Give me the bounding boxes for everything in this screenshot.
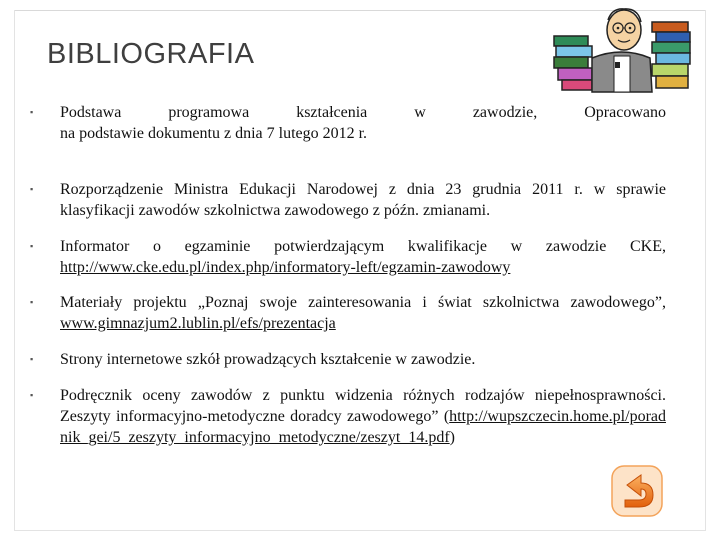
list-item	[30, 385, 666, 448]
return-arrow-icon[interactable]	[611, 465, 663, 517]
list-item-text: Materiały projektu „Poznaj swoje zainteresowania i świat szkolnictwa zawodowego”,	[60, 294, 666, 311]
gimnazjum-link[interactable]: www.gimnazjum2.lublin.pl/efs/prezentacja	[60, 315, 336, 332]
bibliography-list	[30, 102, 666, 448]
word: programowa	[168, 104, 250, 121]
cke-link[interactable]: http://www.cke.edu.pl/index.php/informatory-left/egzamin-zawodowy	[60, 259, 511, 276]
word: Opracowano	[584, 104, 666, 121]
list-item	[30, 349, 666, 370]
slide-title: BIBLIOGRAFIA	[47, 38, 255, 70]
frame-left	[14, 10, 15, 530]
list-item-text: Strony internetowe szkół prowadzących kształcenie w zawodzie.	[60, 351, 476, 368]
list-item	[30, 102, 666, 165]
student-with-books-illustration	[552, 6, 702, 94]
list-item	[30, 292, 666, 334]
list-item-second-line: na podstawie dokumentu z dnia 7 lutego 2012 r.	[60, 125, 368, 142]
wup-szczecin-link[interactable]: http://wupszczecin.home.pl/poradnik_gei/5_zeszyty_informacyjno_metodyczne/zeszyt_14.pdf	[60, 408, 666, 446]
list-item-text: Rozporządzenie Ministra Edukacji Narodowej z dnia 23 grudnia 2011 r. w sprawie klasyfikacji zawodów szkolnictwa zawodowego z późn. zmianami.	[60, 181, 666, 219]
list-item-text: Informator o egzaminie potwierdzającym kwalifikacje w zawodzie CKE,	[60, 238, 666, 255]
list-item	[30, 179, 666, 221]
word: w	[414, 104, 426, 121]
frame-bottom	[14, 530, 706, 531]
word: kształcenia	[296, 104, 368, 121]
list-item-text: Podręcznik oceny zawodów z punktu widzenia różnych rodzajów niepełnosprawności. Zeszyty informacyjno-metodyczne doradcy zawodowego” (	[60, 387, 666, 425]
frame-right	[705, 10, 706, 530]
list-item-first-line	[60, 102, 666, 123]
list-item	[30, 236, 666, 278]
word: zawodzie,	[472, 104, 538, 121]
word: ▪ Podstawa	[60, 104, 122, 121]
closing-paren: )	[449, 429, 455, 446]
